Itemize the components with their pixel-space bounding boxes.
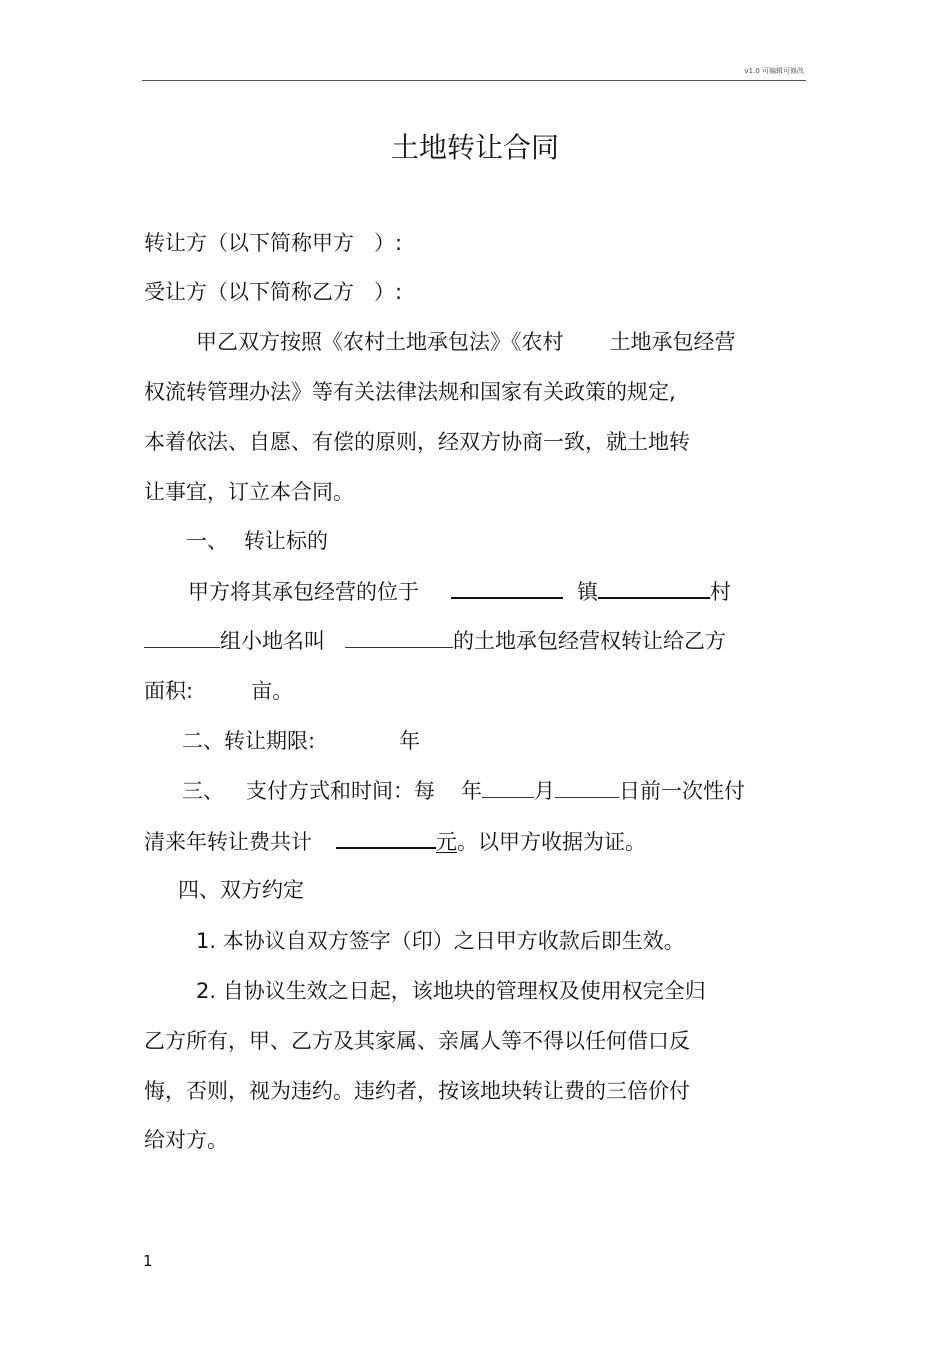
term-label: 二、转让期限: <box>182 729 316 753</box>
section-1-heading <box>186 527 328 555</box>
header-rule <box>142 80 806 81</box>
place-name-blank[interactable] <box>345 627 453 648</box>
intro-line-2: 权流转管理办法》等有关法律法规和国家有关政策的规定, <box>144 380 676 404</box>
village-label: 村 <box>710 580 731 604</box>
section-1-line-1 <box>188 577 731 606</box>
transferee-line: 受让方（以下简称乙方 ）: <box>144 280 403 304</box>
section-4-heading: 四、双方约定 <box>178 878 304 902</box>
document-title: 土地转让合同 <box>390 131 559 164</box>
village-blank[interactable] <box>598 577 710 599</box>
agreement-item-2-line-1: 2. 自协议生效之日起，该地块的管理权及使用权完全归 <box>196 979 706 1003</box>
group-label: 组小地名叫 <box>220 629 325 653</box>
section-2-line <box>182 727 420 755</box>
agreement-item-2-line-3: 悔，否则，视为违约。违约者，按该地块转让费的三倍价付 <box>144 1079 690 1103</box>
location-label: 甲方将其承包经营的位于 <box>188 580 419 604</box>
intro-line-1 <box>196 328 736 356</box>
intro-text-1b: 土地承包经营 <box>609 330 736 354</box>
fee-currency: 元 <box>436 830 457 854</box>
receipt-note: 。以甲方收据为证。 <box>457 830 646 854</box>
section-1-title: 转让标的 <box>244 529 328 553</box>
year-label: 年 <box>461 779 482 803</box>
agreement-item-1: 1. 本协议自双方签字（印）之日甲方收款后即生效。 <box>196 929 685 953</box>
section-1-number: 一、 <box>186 529 228 553</box>
area-label: 面积: <box>144 679 194 703</box>
term-unit: 年 <box>399 729 421 753</box>
section-3-number: 三、 <box>182 779 224 803</box>
fee-label: 清来年转让费共计 <box>144 830 312 854</box>
month-blank[interactable] <box>482 777 534 798</box>
intro-text-1a: 甲乙双方按照《农村土地承包法》《农村 <box>196 330 564 354</box>
group-blank[interactable] <box>144 627 220 648</box>
day-blank[interactable] <box>555 777 619 798</box>
area-unit: 亩。 <box>251 679 294 703</box>
transferor-line: 转让方（以下简称甲方 ）: <box>144 231 403 255</box>
fee-amount-blank[interactable] <box>336 827 436 849</box>
town-blank[interactable] <box>451 577 563 599</box>
section-3-line-1 <box>182 777 745 805</box>
town-label: 镇 <box>577 580 598 604</box>
transfer-text: 的土地承包经营权转让给乙方 <box>453 629 726 653</box>
month-label: 月 <box>534 779 555 803</box>
section-3-line-2 <box>144 827 646 856</box>
header-version-note: v1.0 可编辑可修改 <box>744 67 804 75</box>
agreement-item-2-line-4: 给对方。 <box>144 1128 228 1152</box>
intro-line-4: 让事宜，订立本合同。 <box>144 480 354 504</box>
section-1-line-2 <box>144 627 726 655</box>
intro-line-3: 本着依法、自愿、有偿的原则，经双方协商一致，就土地转 <box>144 430 690 454</box>
payment-label: 支付方式和时间：每 <box>246 779 435 803</box>
section-1-line-3 <box>144 677 293 705</box>
day-label: 日前一次性付 <box>619 779 745 803</box>
page-number: 1 <box>143 1252 153 1270</box>
agreement-item-2-line-2: 乙方所有，甲、乙方及其家属、亲属人等不得以任何借口反 <box>144 1029 690 1053</box>
